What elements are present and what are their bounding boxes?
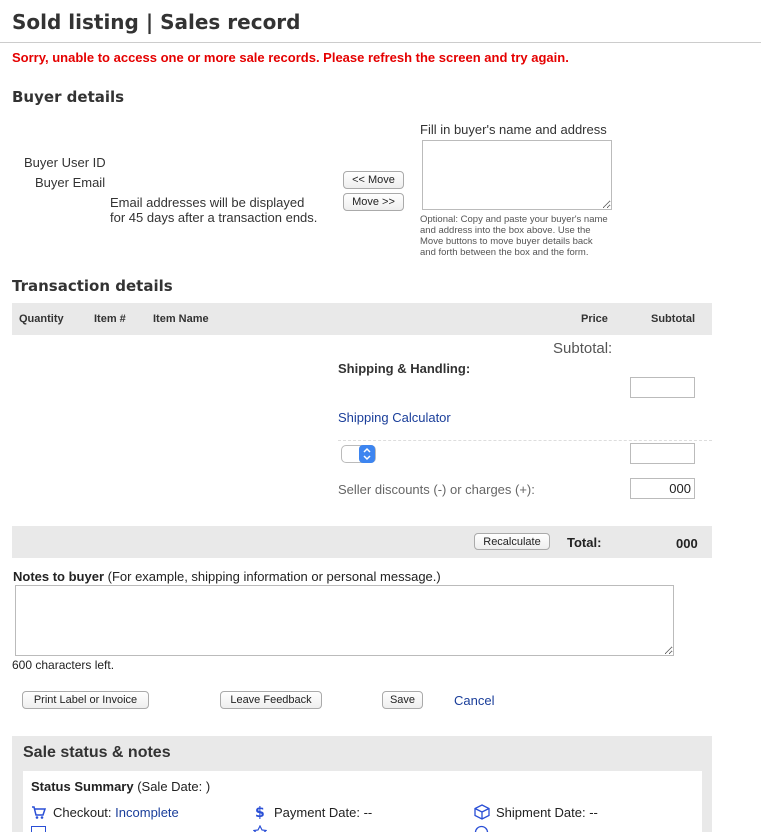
save-button[interactable]: Save [382, 691, 423, 709]
total-value: 000 [676, 536, 698, 551]
buyer-hint-line2: and address into the box above. Use the [420, 225, 591, 236]
notes-textarea[interactable] [15, 585, 674, 656]
move-left-button[interactable]: << Move [343, 171, 404, 189]
shipping-divider [338, 440, 712, 441]
notes-label [13, 569, 441, 584]
notes-label-bold: Notes to buyer [13, 569, 105, 584]
col-price: Price [581, 313, 608, 325]
shipping-calculator-link[interactable]: Shipping Calculator [338, 410, 451, 425]
shipping-handling-label: Shipping & Handling: [338, 361, 471, 376]
buyer-hint-line4: and forth between the box and the form. [420, 247, 589, 258]
chars-left: 600 characters left. [12, 658, 115, 672]
package-icon [474, 804, 490, 820]
buyer-hint-line3: Move buttons to move buyer details back [420, 236, 593, 247]
buyer-email-label: Buyer Email [35, 175, 106, 190]
cancel-link[interactable]: Cancel [454, 693, 495, 708]
buyer-hint [420, 214, 608, 258]
page-title: Sold listing | Sales record [12, 10, 301, 34]
transaction-details-heading: Transaction details [12, 277, 173, 295]
print-label-button[interactable]: Print Label or Invoice [22, 691, 149, 709]
payment-date: Payment Date: -- [274, 805, 373, 820]
dollar-icon [254, 804, 266, 820]
buyer-address-textarea[interactable] [422, 140, 612, 210]
shipping-cost-input[interactable] [630, 377, 695, 398]
sale-status-heading: Sale status & notes [23, 744, 171, 761]
col-quantity: Quantity [19, 313, 64, 325]
checkout-incomplete-link[interactable]: Incomplete [115, 805, 179, 820]
subtotal-label: Subtotal: [553, 340, 613, 357]
checkout-label: Checkout: [53, 805, 112, 820]
buyer-hint-line1: Optional: Copy and paste your buyer's name [420, 214, 608, 225]
select-arrow-icon [359, 445, 375, 463]
leave-feedback-button[interactable]: Leave Feedback [220, 691, 322, 709]
notes-label-rest: (For example, shipping information or personal message.) [104, 569, 441, 584]
error-message: Sorry, unable to access one or more sale records. Please refresh the screen and try again. [12, 50, 569, 65]
feedback-received-icon [474, 825, 489, 832]
recalculate-button[interactable]: Recalculate [474, 533, 550, 550]
shipping-service-select[interactable] [341, 445, 376, 463]
title-divider [0, 42, 761, 43]
service-cost-input[interactable] [630, 443, 695, 464]
discounts-input[interactable] [630, 478, 695, 499]
status-summary-bold: Status Summary [31, 779, 134, 794]
col-item-number: Item # [94, 313, 126, 325]
star-icon [253, 825, 267, 832]
email-note-line1: Email addresses will be displayed [110, 195, 305, 210]
col-item-name: Item Name [153, 313, 209, 325]
col-subtotal: Subtotal [651, 313, 695, 325]
fill-buyer-label: Fill in buyer's name and address [420, 122, 607, 137]
status-summary [31, 779, 210, 794]
cart-icon [31, 805, 45, 819]
move-right-button[interactable]: Move >> [343, 193, 404, 211]
total-bar [12, 526, 712, 558]
checkout-status [53, 805, 179, 820]
discounts-label: Seller discounts (-) or charges (+): [338, 482, 535, 497]
total-label: Total: [567, 535, 602, 550]
shipment-date: Shipment Date: -- [496, 805, 598, 820]
buyer-user-id-label: Buyer User ID [24, 155, 106, 170]
email-note-line2: for 45 days after a transaction ends. [110, 210, 318, 225]
envelope-icon [31, 826, 46, 832]
sale-date: (Sale Date: ) [133, 779, 211, 794]
buyer-details-heading: Buyer details [12, 88, 125, 106]
svg-text:$: $ [255, 805, 265, 820]
